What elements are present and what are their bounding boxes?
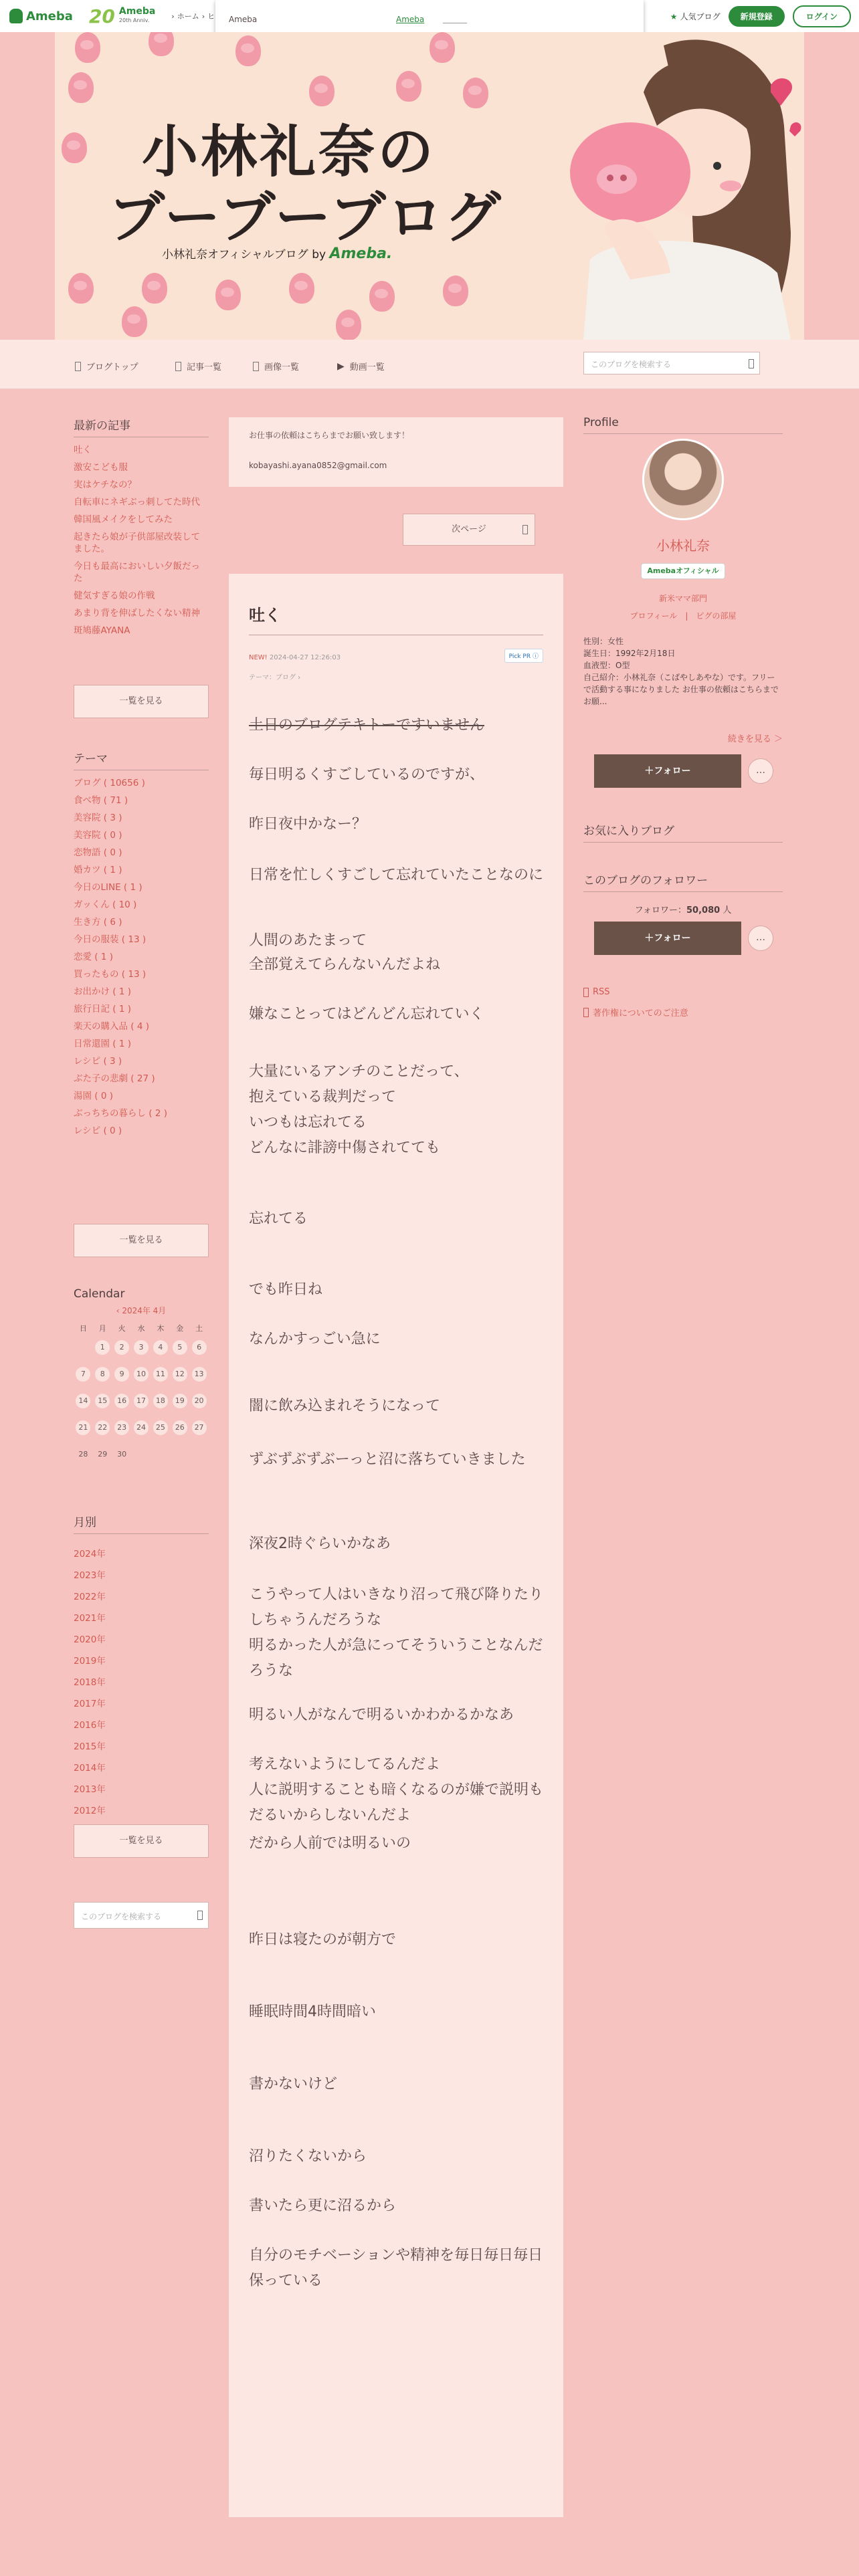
- calendar-day[interactable]: [93, 1447, 112, 1462]
- calendar-day[interactable]: [112, 1447, 132, 1462]
- blog-title-line2: ブーブーブログ: [108, 184, 502, 250]
- calendar-day-number: [192, 1447, 207, 1462]
- more-options-button-2[interactable]: …: [748, 926, 773, 951]
- calendar-day-number: 21: [76, 1420, 90, 1435]
- latest-article-link[interactable]: 吐く: [74, 445, 92, 455]
- pig-pattern-icon: [430, 32, 455, 63]
- calendar-day-number: 2: [114, 1340, 129, 1355]
- calendar-day-number: [173, 1447, 187, 1462]
- profile-info: 性別：女性 誕生日：1992年2月18日 血液型：O型 自己紹介：小林礼奈（こばやしあやな）です。フリーで活動する事になりました お仕事の依頼はこちらまでお願...: [583, 637, 779, 706]
- calendar-weekday: 月: [98, 1324, 106, 1333]
- calendar: [74, 1287, 209, 1462]
- pig-pattern-icon: [68, 72, 94, 103]
- blog-title-line1: 小林礼奈の: [142, 118, 437, 185]
- list-icon: [175, 362, 181, 371]
- blog-navigation: [0, 340, 859, 389]
- calendar-day[interactable]: [151, 1420, 170, 1435]
- calendar-day[interactable]: [170, 1420, 189, 1435]
- article-paragraph: 抱えている裁判だって: [249, 1089, 397, 1105]
- pig-pattern-icon: [142, 273, 167, 304]
- article-paragraph: 大量にいるアンチのことだって、: [249, 1063, 469, 1080]
- calendar-day-number: 8: [95, 1367, 110, 1382]
- follow-button-2[interactable]: ＋フォロー: [594, 922, 741, 955]
- popular-blogs-link[interactable]: ★ 人気ブログ: [670, 11, 721, 21]
- monthly-archive-list: [74, 1546, 209, 1824]
- calendar-day-number: 10: [134, 1367, 149, 1382]
- latest-more-button[interactable]: 一覧を見る: [74, 685, 209, 718]
- theme-link[interactable]: 恋物語 ( 0 ): [74, 847, 122, 858]
- pig-pattern-icon: [396, 71, 421, 102]
- month-archive-link[interactable]: 2017年: [74, 1699, 106, 1709]
- theme-list: [74, 777, 209, 1142]
- calendar-day[interactable]: [74, 1420, 93, 1435]
- article-paragraph: 土日のブログテキトーですいません: [249, 717, 485, 734]
- calendar-day-number: 20: [192, 1394, 207, 1408]
- theme-link[interactable]: ぶた子の悲劇 ( 27 ): [74, 1073, 155, 1084]
- calendar-day[interactable]: [93, 1420, 112, 1435]
- calendar-day-number: 13: [192, 1367, 207, 1382]
- latest-article-link[interactable]: 斑鳩藤AYANA: [74, 625, 130, 636]
- pig-pattern-icon: [215, 280, 241, 310]
- article-theme: テーマ：ブログ ›: [249, 674, 301, 681]
- latest-article-link[interactable]: 自転車にネギぶっ刺してた時代: [74, 497, 200, 508]
- notice-text: お仕事の依頼はこちらまでお願い致します！: [249, 431, 410, 440]
- image-icon: [253, 362, 259, 371]
- search-icon[interactable]: [749, 359, 754, 368]
- calendar-prev-icon[interactable]: ‹: [116, 1306, 122, 1315]
- theme-link[interactable]: 今日の服装 ( 13 ): [74, 934, 147, 945]
- notice-email: kobayashi.ayana0852@gmail.com: [249, 461, 387, 470]
- blog-header-banner[interactable]: [55, 32, 804, 340]
- calendar-day[interactable]: [170, 1367, 189, 1382]
- pig-pattern-icon: [336, 310, 361, 340]
- latest-article-link[interactable]: 今日も最高においしい夕飯だった: [74, 561, 200, 584]
- theme-more-button[interactable]: 一覧を見る: [74, 1224, 209, 1257]
- pig-pattern-icon: [75, 32, 100, 63]
- calendar-day-number: [134, 1447, 149, 1462]
- search-icon[interactable]: [197, 1911, 203, 1920]
- month-archive-link[interactable]: 2018年: [74, 1677, 106, 1688]
- pig-pattern-icon: [62, 132, 87, 163]
- calendar-day-number: 23: [114, 1420, 129, 1435]
- ameba-logo-icon: [9, 9, 23, 23]
- document-icon: [583, 1008, 589, 1017]
- theme-link[interactable]: 婚カツ ( 1 ): [74, 865, 122, 875]
- month-archive-link[interactable]: 2014年: [74, 1763, 106, 1774]
- month-archive-link[interactable]: 2023年: [74, 1570, 106, 1581]
- calendar-weekday: 金: [176, 1324, 184, 1333]
- girl-holding-pig-illustration: [496, 32, 804, 340]
- theme-link[interactable]: ガッくん ( 10 ): [74, 899, 137, 910]
- breadcrumb: [171, 11, 215, 21]
- article-paragraph: 忘れてる: [249, 1210, 308, 1227]
- theme-link[interactable]: 生き方 ( 6 ): [74, 917, 122, 928]
- month-archive-link[interactable]: 2016年: [74, 1720, 106, 1731]
- pig-pattern-icon: [463, 78, 488, 108]
- article-paragraph: ずぶずぶずぶーっと沼に落ちていきました: [249, 1451, 526, 1468]
- pig-pattern-icon: [149, 32, 174, 56]
- calendar-day[interactable]: [112, 1420, 132, 1435]
- pig-pattern-icon: [68, 273, 94, 304]
- info-icon: ⓘ: [532, 653, 539, 660]
- article-paragraph: 睡眠時間4時間暗い: [249, 2004, 376, 2020]
- latest-article-link[interactable]: 実はケチなの？: [74, 479, 136, 490]
- monthly-more-button[interactable]: 一覧を見る: [74, 1824, 209, 1858]
- nav-videos[interactable]: ▶ 動画一覧: [337, 360, 385, 372]
- article-title[interactable]: 吐く: [249, 602, 543, 635]
- official-badge: Amebaオフィシャル: [641, 563, 725, 579]
- calendar-day[interactable]: [151, 1447, 170, 1462]
- article-paragraph: でも昨日ね: [249, 1281, 323, 1298]
- calendar-day[interactable]: [189, 1447, 209, 1462]
- article-paragraph: 自分のモチベーションや精神を毎日毎日毎日保っている: [249, 2247, 543, 2289]
- calendar-day[interactable]: [132, 1340, 151, 1355]
- theme-link[interactable]: 日常還園 ( 1 ): [74, 1039, 131, 1049]
- calendar-day-number: 28: [78, 1450, 88, 1459]
- theme-link[interactable]: ぶっちちの暮らし ( 2 ): [74, 1108, 167, 1119]
- calendar-day[interactable]: [74, 1447, 93, 1462]
- calendar-weekday: 火: [118, 1324, 126, 1333]
- calendar-weekday: 水: [137, 1324, 145, 1333]
- breadcrumb-home[interactable]: ホーム: [177, 12, 199, 21]
- article-paragraph: 書いたら更に沼るから: [249, 2197, 397, 2214]
- pig-pattern-icon: [122, 306, 147, 337]
- calendar-heading: Calendar: [74, 1287, 125, 1301]
- read-more-link[interactable]: 続きを見る ＞: [727, 734, 783, 744]
- calendar-day-number: 9: [114, 1367, 129, 1382]
- theme-link[interactable]: レシピ ( 3 ): [74, 1056, 122, 1067]
- calendar-day-number: 1: [95, 1340, 110, 1355]
- calendar-day-number: 5: [173, 1340, 187, 1355]
- calendar-day[interactable]: [112, 1367, 132, 1382]
- latest-article-link[interactable]: 韓国風メイクをしてみた: [74, 514, 173, 525]
- month-archive-link[interactable]: 2022年: [74, 1592, 106, 1602]
- profile-link[interactable]: プロフィール: [630, 611, 678, 621]
- latest-article-link[interactable]: 健気すぎる娘の作戦: [74, 591, 155, 601]
- calendar-day[interactable]: [132, 1447, 151, 1462]
- article-paragraph: 闇に飲み込まれそうになって: [249, 1398, 441, 1414]
- home-icon: [75, 362, 81, 371]
- theme-link[interactable]: 湯園 ( 0 ): [74, 1091, 113, 1101]
- ameba-logo[interactable]: Ameba: [9, 9, 73, 23]
- calendar-day-number: 25: [153, 1420, 168, 1435]
- calendar-weekdays: [74, 1323, 209, 1333]
- calendar-day-number: 30: [117, 1450, 127, 1459]
- calendar-day[interactable]: [189, 1340, 209, 1355]
- calendar-day-number: [76, 1340, 90, 1355]
- calendar-weekday: 木: [157, 1324, 165, 1333]
- calendar-day-number: 12: [173, 1367, 187, 1382]
- calendar-day[interactable]: [112, 1340, 132, 1355]
- more-options-button[interactable]: …: [748, 758, 773, 784]
- article-meta: NEW! 2024-04-27 12:26:03: [249, 654, 341, 661]
- business-notice: [229, 417, 563, 487]
- calendar-day[interactable]: [189, 1420, 209, 1435]
- pig-pattern-icon: [309, 76, 335, 106]
- article-paragraph: 明るい人がなんで明るいかわかるかなあ: [249, 1707, 514, 1723]
- article: [229, 574, 563, 2517]
- calendar-day[interactable]: [151, 1367, 170, 1382]
- theme-link[interactable]: 食べ物 ( 71 ): [74, 795, 128, 806]
- profile-name[interactable]: 小林礼奈: [656, 538, 710, 554]
- calendar-day[interactable]: [93, 1340, 112, 1355]
- calendar-day-number: 17: [134, 1394, 149, 1408]
- crown-icon: ★: [670, 11, 678, 21]
- theme-link[interactable]: お出かけ ( 1 ): [74, 986, 131, 997]
- calendar-day[interactable]: [151, 1340, 170, 1355]
- follower-count: フォロワー：50,080 人: [634, 905, 732, 916]
- calendar-day[interactable]: [112, 1394, 132, 1408]
- article-paragraph: 毎日明るくすごしているのですが、: [249, 766, 485, 783]
- article-paragraph: 書かないけど: [249, 2076, 338, 2092]
- article-paragraph: 昨日は寝たのが朝方で: [249, 1931, 397, 1948]
- theme-heading: テーマ: [74, 749, 209, 770]
- month-archive-link[interactable]: 2024年: [74, 1549, 106, 1560]
- article-paragraph: 全部覚えてらんないんだよね: [249, 956, 441, 973]
- article-theme-link[interactable]: ブログ: [276, 674, 296, 681]
- theme-link[interactable]: 今日のLINE ( 1 ): [74, 882, 142, 893]
- article-paragraph: こうやって人はいきなり沼って飛び降りたりしちゃうんだろうな: [249, 1586, 544, 1628]
- calendar-day-number: 18: [153, 1394, 168, 1408]
- pick-pr-badge[interactable]: Pick PR ⓘ: [504, 649, 543, 663]
- calendar-month[interactable]: ‹ 2024年 4月: [116, 1306, 167, 1315]
- calendar-day-number: [153, 1447, 168, 1462]
- next-page-button[interactable]: 次ページ: [403, 514, 535, 546]
- calendar-day[interactable]: [132, 1367, 151, 1382]
- chevron-right-icon: [522, 525, 528, 534]
- calendar-day[interactable]: [189, 1394, 209, 1408]
- calendar-day[interactable]: [74, 1394, 93, 1408]
- article-paragraph: 人に説明することも暗くなるのが嫌で説明もだるいからしないんだよ: [249, 1782, 544, 1824]
- followers-heading: このブログのフォロワー: [583, 871, 783, 892]
- theme-link[interactable]: 旅行日記 ( 1 ): [74, 1004, 131, 1014]
- avatar[interactable]: [642, 439, 724, 520]
- favorite-blogs-heading: お気に入りブログ: [583, 821, 783, 843]
- calendar-day-number: 3: [134, 1340, 149, 1355]
- video-icon: ▶: [337, 360, 345, 372]
- month-archive-link[interactable]: 2021年: [74, 1613, 106, 1624]
- month-archive-link[interactable]: 2019年: [74, 1656, 106, 1667]
- calendar-day-number: 15: [95, 1394, 110, 1408]
- latest-article-link[interactable]: 激安こども服: [74, 462, 128, 473]
- calendar-day[interactable]: [132, 1394, 151, 1408]
- popup-link[interactable]: Ameba: [396, 15, 425, 24]
- profile-heading: Profile: [583, 416, 783, 434]
- profile-category[interactable]: 新米ママ部門: [658, 594, 707, 603]
- latest-articles-list: [74, 444, 209, 642]
- pig-pattern-icon: [289, 273, 314, 304]
- popup-title: Ameba: [229, 15, 258, 24]
- article-paragraph: 日常を忙しくすごして忘れていたことなのに: [249, 867, 544, 883]
- latest-article-link[interactable]: 起きたら娘が子供部屋改装してました。: [74, 532, 200, 554]
- chevron-right-icon: ›: [171, 11, 175, 21]
- calendar-day[interactable]: [151, 1394, 170, 1408]
- copyright-notice-link[interactable]: 著作権についてのご注意: [583, 1006, 688, 1018]
- theme-link[interactable]: 楽天の購入品 ( 4 ): [74, 1021, 149, 1032]
- calendar-day-number: 4: [153, 1340, 168, 1355]
- latest-articles-heading: 最新の記事: [74, 416, 209, 437]
- calendar-weekday: 土: [195, 1324, 203, 1333]
- article-paragraph: だから人前では明るいの: [249, 1835, 411, 1852]
- pig-room-link[interactable]: ピグの部屋: [696, 611, 737, 621]
- theme-link[interactable]: ブログ ( 10656 ): [74, 778, 145, 788]
- article-paragraph: 嫌なことってはどんどん忘れていく: [249, 1006, 484, 1023]
- calendar-day[interactable]: [74, 1367, 93, 1382]
- month-archive-link[interactable]: 2015年: [74, 1741, 106, 1752]
- blog-subtitle: 小林礼奈オフィシャルブログ by Ameba.: [162, 245, 393, 262]
- article-paragraph: どんなに誹謗中傷されてても: [249, 1140, 441, 1156]
- calendar-day-number: 11: [153, 1367, 168, 1382]
- profile-links: プロフィール | ピグの部屋: [630, 611, 737, 621]
- calendar-day-number: 24: [134, 1420, 149, 1435]
- calendar-day-number: 26: [173, 1420, 187, 1435]
- breadcrumb-next[interactable]: ヒ: [207, 12, 215, 21]
- article-paragraph: 明るかった人が急にってそういうことなんだろうな: [249, 1637, 543, 1679]
- calendar-day-number: 7: [76, 1367, 90, 1382]
- pig-pattern-icon: [443, 276, 468, 306]
- calendar-day-number: 6: [192, 1340, 207, 1355]
- article-paragraph: 深夜2時ぐらいかなあ: [249, 1535, 391, 1552]
- month-archive-link[interactable]: 2012年: [74, 1806, 106, 1816]
- theme-link[interactable]: 買ったもの ( 13 ): [74, 969, 147, 980]
- calendar-day[interactable]: [74, 1340, 93, 1355]
- calendar-day-number: 16: [114, 1394, 129, 1408]
- follow-button[interactable]: ＋フォロー: [594, 754, 741, 788]
- theme-link[interactable]: 美容院 ( 3 ): [74, 813, 122, 823]
- calendar-weekday: 日: [79, 1324, 87, 1333]
- theme-link[interactable]: 恋愛 ( 1 ): [74, 952, 113, 962]
- article-paragraph: 昨日夜中かなー？: [249, 816, 367, 833]
- monthly-heading: 月別: [74, 1513, 209, 1534]
- article-paragraph: 沼りたくないから: [249, 2148, 367, 2165]
- article-paragraph: 人間のあたまって: [249, 932, 367, 949]
- article-paragraph: 考えないようにしてるんだよ: [249, 1756, 441, 1773]
- blog-search-input[interactable]: このブログを検索する: [583, 352, 760, 374]
- calendar-day[interactable]: [189, 1367, 209, 1382]
- calendar-day[interactable]: [93, 1367, 112, 1382]
- rss-link[interactable]: RSS: [583, 987, 610, 997]
- calendar-day-number: 19: [173, 1394, 187, 1408]
- signup-button[interactable]: 新規登録: [729, 6, 785, 27]
- calendar-day-number: 27: [192, 1420, 207, 1435]
- article-paragraph: なんかすっごい急に: [249, 1331, 381, 1348]
- chevron-right-icon: ›: [201, 11, 205, 21]
- rss-icon: [583, 988, 589, 997]
- nav-articles[interactable]: 記事一覧: [175, 360, 221, 372]
- theme-link[interactable]: レシピ ( 0 ): [74, 1125, 122, 1136]
- calendar-day[interactable]: [170, 1340, 189, 1355]
- latest-article-link[interactable]: あまり背を伸ばしたくない精神: [74, 608, 200, 619]
- login-button[interactable]: ログイン: [793, 5, 851, 27]
- calendar-days: [74, 1340, 209, 1462]
- pig-pattern-icon: [235, 35, 261, 66]
- month-archive-link[interactable]: 2013年: [74, 1784, 106, 1795]
- calendar-day[interactable]: [132, 1420, 151, 1435]
- month-archive-link[interactable]: 2020年: [74, 1634, 106, 1645]
- anniversary-logo[interactable]: 20 Ameba 20th Anniv.: [88, 5, 156, 27]
- calendar-day-number: 29: [98, 1450, 108, 1459]
- calendar-day[interactable]: [170, 1394, 189, 1408]
- nav-blog-top[interactable]: ブログトップ: [75, 360, 138, 372]
- article-paragraph: いつもは忘れてる: [249, 1114, 367, 1131]
- calendar-day-number: 22: [95, 1420, 110, 1435]
- pig-pattern-icon: [369, 281, 395, 312]
- theme-link[interactable]: 美容院 ( 0 ): [74, 830, 122, 841]
- calendar-day[interactable]: [93, 1394, 112, 1408]
- nav-images[interactable]: 画像一覧: [253, 360, 299, 372]
- calendar-day-number: 14: [76, 1394, 90, 1408]
- sidebar-search-input[interactable]: このブログを検索する: [74, 1902, 209, 1929]
- calendar-day[interactable]: [170, 1447, 189, 1462]
